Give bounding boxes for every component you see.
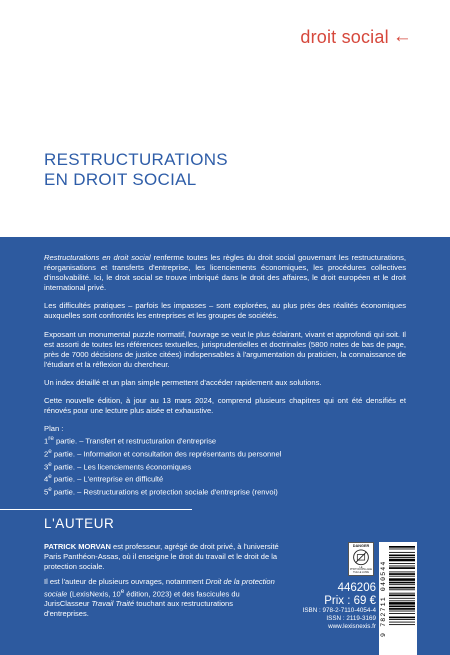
title-line-1: RESTRUCTURATIONS (44, 150, 228, 169)
price: Prix : 69 € (324, 595, 376, 607)
barcode-bar (389, 611, 415, 612)
barcode-bar (389, 619, 415, 620)
barcode-bar (389, 572, 415, 573)
barcode-bar (389, 557, 415, 558)
plan-item: 5e partie. – Restructurations et protection sociale d'entreprise (renvoi) (44, 485, 278, 497)
barcode-bar (389, 555, 415, 557)
arrow-left-icon: ← (392, 26, 412, 47)
plan-item: 1re partie. – Transfert et restructuration d'entreprise (44, 435, 217, 446)
barcode (379, 542, 417, 655)
barcode-bar (389, 549, 415, 550)
barcode-bar (389, 624, 415, 625)
issn: ISSN : 2119-3169 (326, 615, 376, 622)
back-cover-panel (0, 237, 450, 655)
website: www.lexisnexis.fr (328, 623, 376, 630)
barcode-bar (389, 598, 415, 599)
barcode-bar (389, 602, 415, 605)
barcode-bar (389, 613, 415, 614)
collection-name: droit social (300, 26, 389, 47)
plan-item: 4e partie. – L'entreprise en difficulté (44, 473, 164, 484)
barcode-bar (389, 546, 415, 548)
summary-paragraph-1 (44, 253, 406, 293)
summary-paragraph-4: Un index détaillé et un plan simple permettent d'accéder rapidement aux solutions. (44, 377, 322, 387)
barcode-bar (389, 617, 415, 619)
barcode-bar (389, 582, 415, 584)
barcode-bar (389, 622, 415, 623)
barcode-bar (389, 578, 415, 581)
plan-heading: Plan : (44, 424, 64, 434)
plan-list (44, 434, 406, 497)
collection-label (300, 26, 412, 48)
barcode-bar (389, 589, 415, 590)
barcode-bar (389, 593, 415, 594)
section-divider (0, 509, 192, 510)
summary-paragraph-3: Exposant un monumental puzzle normatif, l'ouvrage se veut le plus éclairant, vivant et approfondi qui soit. Il est assorti de toutes les références textuelles, jurisprudentielles et doctrinales (5800 notes de bas de page, près de 7000 décisions de justice citées) indispensables à l'argumentation du praticien, la connaissance de l'étudiant et la réflexion du chercheur. (44, 329, 406, 369)
barcode-bar (389, 587, 415, 589)
book-title-italic: Restructurations en droit social (44, 253, 151, 262)
barcode-bar (389, 566, 415, 567)
barcode-bar (389, 608, 415, 610)
barcode-bar (389, 563, 415, 564)
plan-item: 3e partie. – Les licenciements économiques (44, 460, 192, 472)
summary-paragraph-5: Cette nouvelle édition, à jour au 13 mars 2024, comprend plusieurs chapitres qui ont été densifiés et rénovés pour une lecture plus aisée et exhaustive. (44, 396, 406, 416)
barcode-bar (389, 552, 415, 553)
barcode-bar (389, 606, 415, 608)
summary-text (44, 253, 406, 497)
danger-label: DANGER (352, 544, 370, 548)
barcode-bar (389, 600, 415, 601)
photocopy-warning-icon (352, 549, 370, 566)
title-line-2: EN DROIT SOCIAL (44, 170, 197, 189)
price-block (298, 582, 376, 631)
author-bio-1: PATRICK MORVAN est professeur, agrégé de droit privé, à l'université Paris Panthéon-Assas, où il enseigne le droit du travail et le droit de la protection sociale. (44, 542, 279, 571)
plan-item: 2e partie. – Information et consultation des représentants du personnel (44, 447, 282, 459)
author-name: PATRICK MORVAN (44, 542, 111, 551)
summary-paragraph-1-rest: renferme toutes les règles du droit social gouvernant les restructurations, réorganisations et transferts d'entreprise, les licenciements économiques, les procédures collectives d'insolvabilité. Ici, le droit social se trouve imbriqué dans le droit des affaires, le droit européen et le droit international privé. (44, 253, 406, 293)
book-title (44, 150, 228, 190)
author-heading: L'AUTEUR (44, 516, 115, 531)
barcode-bar (389, 573, 415, 575)
author-bio-2: Il est l'auteur de plusieurs ouvrages, notamment Droit de la protection sociale (LexisNexis, 10e édition, 2023) et des fascicules du JurisClasseur Travail Traité touchant aux restructurations d'entreprises. (44, 577, 275, 619)
summary-paragraph-2: Les difficultés pratiques – parfois les impasses – sont explorées, au plus près des réalités économiques auxquelles sont confrontés les entreprises et les groupes de sociétés. (44, 301, 406, 321)
danger-sub-label: LE PHOTOCOPILLAGE TUE LE LIVRE (349, 565, 372, 575)
barcode-bar (389, 567, 415, 569)
barcode-digits: 9 782711 040544 (380, 560, 387, 638)
barcode-bar (389, 594, 415, 596)
isbn: ISBN : 978-2-7110-4054-4 (302, 607, 376, 614)
barcode-bar (389, 576, 415, 577)
author-bio (44, 542, 279, 625)
barcode-bar (389, 584, 415, 585)
product-code: 446206 (337, 582, 376, 594)
barcode-bar (389, 559, 415, 562)
photocopy-warning-logo (348, 542, 374, 576)
